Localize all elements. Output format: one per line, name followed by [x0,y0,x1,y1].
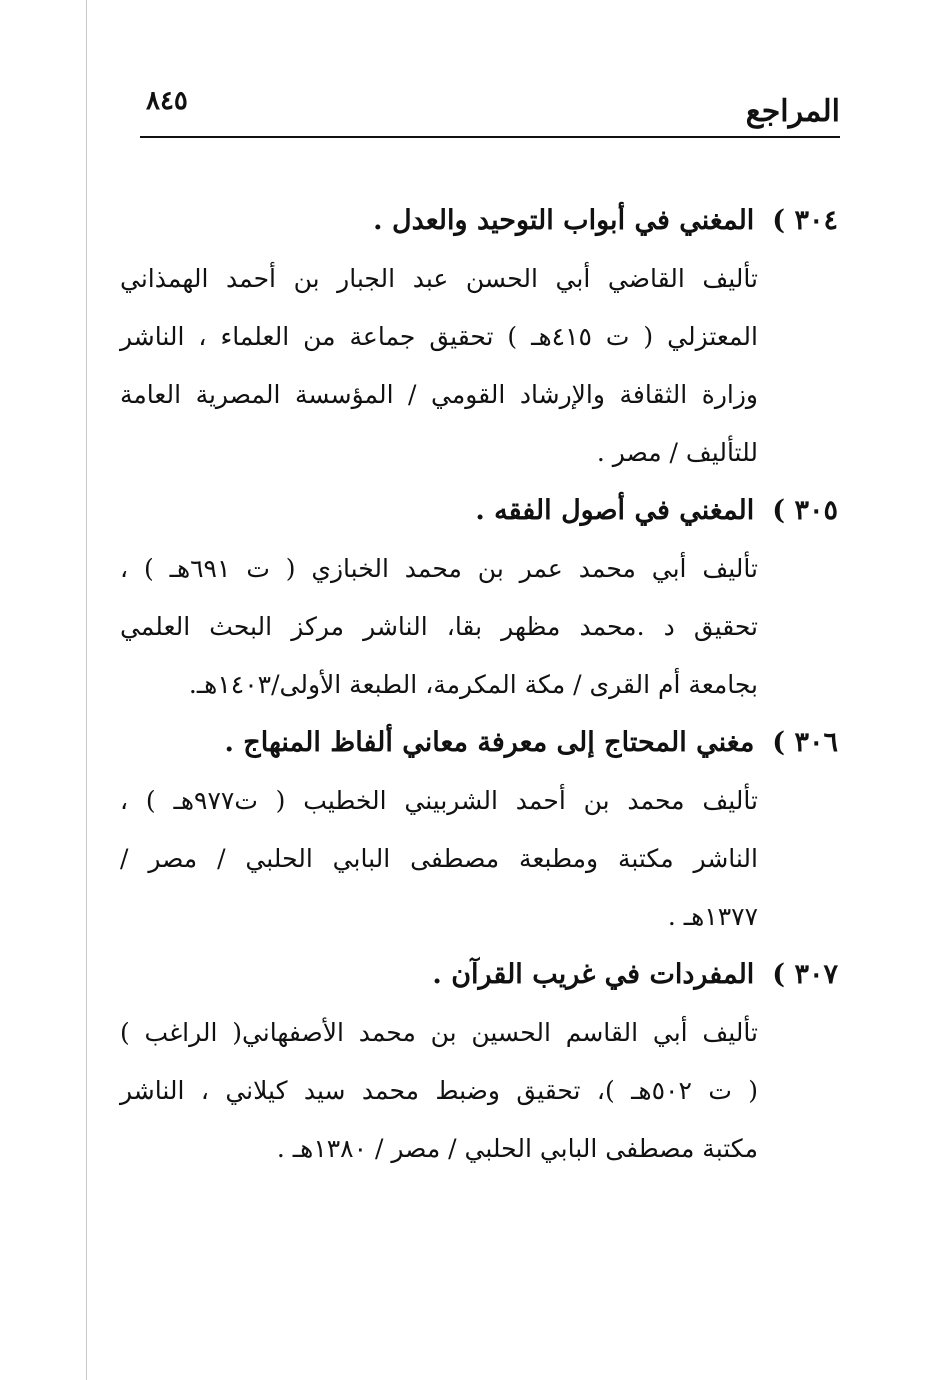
entry-title: المغني في أبواب التوحيد والعدل . [373,205,755,236]
entry-body-line: ( ت ٥٠٢هـ )، تحقيق وضبط محمد سيد كيلاني ، الناشر [120,1076,759,1105]
entry-body-line: تحقيق د .محمد مظهر بقا، الناشر مركز البحث العلمي [120,612,758,641]
entry-body-line: بجامعة أم القرى / مكة المكرمة، الطبعة الأولى/١٤٠٣هـ. [188,670,758,699]
reference-entry [120,482,838,714]
page-header [140,82,840,138]
entry-title: مغني المحتاج إلى معرفة معاني ألفاظ المنهاج . [224,727,755,758]
references-list [120,192,838,1178]
page-binding-line [86,0,87,1380]
entry-body-line: وزارة الثقافة والإرشاد القومي / المؤسسة المصرية العامة [120,380,758,409]
entry-heading [120,482,838,540]
entry-title: المفردات في غريب القرآن . [432,959,755,990]
entry-number: ٣٠٤ ) [772,205,838,236]
entry-number: ٣٠٦ ) [772,727,838,758]
entry-body-line: تأليف القاضي أبي الحسن عبد الجبار بن أحمد الهمذاني [120,264,758,293]
header-rule [140,136,840,138]
entry-body-line: المعتزلي ( ت ٤١٥هـ ) تحقيق جماعة من العلماء ، الناشر [120,322,758,351]
entry-heading [120,714,838,772]
entry-title: المغني في أصول الفقه . [475,495,755,526]
entry-body-line: للتأليف / مصر . [596,438,758,467]
entry-body-line: ١٣٧٧هـ . [667,902,758,931]
page-number: ٨٤٥ [146,86,188,116]
reference-entry [120,192,838,482]
entry-body-line: تأليف محمد بن أحمد الشربيني الخطيب ( ت٩٧٧هـ ) ، [120,786,758,815]
entry-body-line: تأليف أبي القاسم الحسين بن محمد الأصفهاني( الراغب ) [120,1018,758,1047]
running-title: المراجع [745,94,840,129]
entry-number: ٣٠٥ ) [772,495,838,526]
entry-body-line: الناشر مكتبة ومطبعة مصطفى البابي الحلبي / مصر / [120,844,758,873]
reference-entry [120,714,838,946]
entry-heading [120,946,838,1004]
entry-body-line: تأليف أبي محمد عمر بن محمد الخبازي ( ت ٦٩١هـ ) ، [120,554,758,583]
reference-entry [120,946,838,1178]
entry-number: ٣٠٧ ) [772,959,838,990]
entry-heading [120,192,838,250]
entry-body-line: مكتبة مصطفى البابي الحلبي / مصر / ١٣٨٠هـ . [276,1134,758,1163]
